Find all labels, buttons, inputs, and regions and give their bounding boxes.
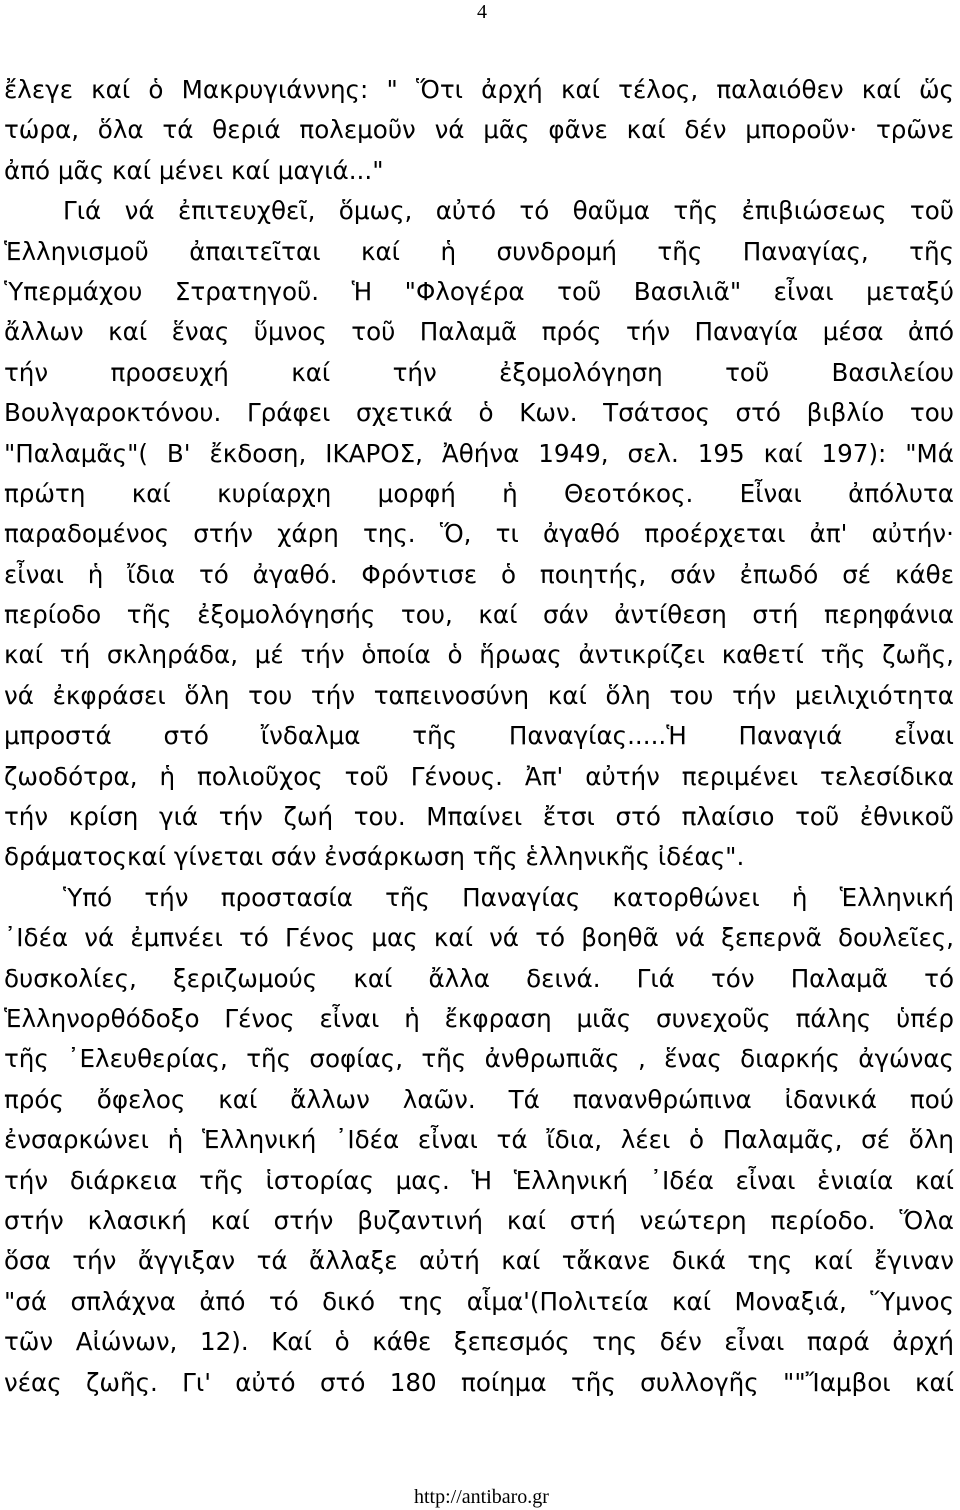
text-line: τῶν Αἰώνων, 12). Καί ὁ κάθε ξεπεσμός της δέν εἶναι παρά ἀρχή: [4, 1327, 954, 1357]
text-line: ἀπό μᾶς καί μένει καί μαγιά...": [4, 155, 384, 185]
text-line: ᾿Ιδέα νά ἐμπνέει τό Γένος μας καί νά τό βοηθᾶ νά ξεπερνᾶ δουλεῖες,: [4, 923, 954, 953]
text-line: Ὑπό τήν προστασία τῆς Παναγίας κατορθώνει ἡ Ἑλληνική: [63, 882, 954, 912]
text-line: ὅσα τήν ἄγγιξαν τά ἄλλαξε αὐτή καί τἄκανε δικά της καί ἔγιναν: [4, 1246, 954, 1276]
text-line: ἄλλων καί ἕνας ὕμνος τοῦ Παλαμᾶ πρός τήν Παναγία μέσα ἀπό: [4, 317, 954, 347]
text-line: νά ἐκφράσει ὅλη του τήν ταπεινοσύνη καί ὅλη του τήν μειλιχιότητα: [4, 680, 954, 710]
text-line: ἔλεγε καί ὁ Μακρυγιάννης: " Ὅτι ἀρχή καί τέλος, παλαιόθεν καί ὥς: [4, 75, 954, 104]
text-line: πρώτη καί κυρίαρχη μορφή ἡ Θεοτόκος. Εἶναι ἀπόλυτα: [4, 478, 954, 508]
text-line: τώρα, ὅλα τά θεριά πολεμοῦν νά μᾶς φᾶνε καί δέν μποροῦν· τρῶνε: [4, 115, 954, 145]
text-line: Ὑπερμάχου Στρατηγοῦ. Ἡ "Φλογέρα τοῦ Βασιλιᾶ" εἶναι μεταξύ: [4, 276, 954, 306]
text-line: "Παλαμᾶς"( Β' ἔκδοση, ΙΚΑΡΟΣ, Ἀθήνα 1949, σελ. 195 καί 197): "Μά: [4, 438, 954, 468]
text-line: τήν διάρκεια τῆς ἱστορίας μας. Ἡ Ἑλληνική ᾿Ιδέα εἶναι ἑνιαία καί: [4, 1165, 954, 1195]
body-text: [4, 70, 954, 1403]
text-line: ζωοδότρα, ἡ πολιοῦχος τοῦ Γένους. Ἀπ' αὐτήν περιμένει τελεσίδικα: [4, 761, 954, 791]
text-line: εἶναι ἡ ἴδια τό ἀγαθό. Φρόντισε ὁ ποιητής, σάν ἐπωδό σέ κάθε: [4, 559, 954, 589]
text-line: πρός ὄφελος καί ἄλλων λαῶν. Τά πανανθρώπινα ἰδανικά πού: [4, 1084, 954, 1114]
text-line: καί τή σκληράδα, μέ τήν ὁποία ὁ ἥρωας ἀντικρίζει καθετί τῆς ζωῆς,: [4, 640, 954, 670]
page-number: 4: [477, 1, 487, 23]
footer-url: http://antibaro.gr: [414, 1486, 549, 1508]
text-line: τήν προσευχή καί τήν ἐξομολόγηση τοῦ Βασιλείου: [4, 357, 954, 387]
text-line: μπροστά στό ἴνδαλμα τῆς Παναγίας.....Ἡ Παναγιά εἶναι: [4, 721, 954, 751]
text-line: στήν κλασική καί στήν βυζαντινή καί στή νεώτερη περίοδο. Ὅλα: [4, 1205, 954, 1235]
text-line: τῆς ᾿Ελευθερίας, τῆς σοφίας, τῆς ἀνθρωπιᾶς , ἕνας διαρκής ἀγώνας: [4, 1044, 954, 1074]
text-line: νέας ζωῆς. Γι' αὐτό στό 180 ποίημα τῆς συλλογῆς ""Ἴαμβοι καί: [4, 1367, 954, 1397]
text-line: παραδομένος στήν χάρη της. Ὅ, τι ἀγαθό προέρχεται ἀπ' αὐτήν·: [4, 519, 954, 549]
text-line: Γιά νά ἐπιτευχθεῖ, ὅμως, αὐτό τό θαῦμα τῆς ἐπιβιώσεως τοῦ: [63, 196, 954, 226]
text-line: ἐνσαρκώνει ἡ Ἑλληνική ᾿Ιδέα εἶναι τά ἴδια, λέει ὁ Παλαμᾶς, σέ ὅλη: [4, 1125, 954, 1155]
text-line: "σά σπλάχνα ἀπό τό δικό της αἷμα'(Πολιτεία καί Μοναξιά, Ὕμνος: [4, 1286, 954, 1316]
text-line: Ἑλληνισμοῦ ἀπαιτεῖται καί ἡ συνδρομή τῆς Παναγίας, τῆς: [4, 236, 954, 266]
text-line: τήν κρίση γιά τήν ζωή του. Μπαίνει ἔτσι στό πλαίσιο τοῦ ἐθνικοῦ: [4, 802, 954, 832]
text-line: Βουλγαροκτόνου. Γράφει σχετικά ὁ Κων. Τσάτσος στό βιβλίο του: [4, 398, 954, 428]
text-line: περίοδο τῆς ἐξομολόγησής του, καί σάν ἀντίθεση στή περηφάνια: [4, 600, 954, 630]
text-line: δυσκολίες, ξεριζωμούς καί ἄλλα δεινά. Γιά τόν Παλαμᾶ τό: [4, 963, 954, 993]
text-line: Ἑλληνορθόδοξο Γένος εἶναι ἡ ἔκφραση μιᾶς συνεχοῦς πάλης ὑπέρ: [4, 1003, 954, 1033]
text-line: δράματοςκαί γίνεται σάν ἐνσάρκωση τῆς ἑλληνικῆς ἰδέας".: [4, 842, 745, 872]
